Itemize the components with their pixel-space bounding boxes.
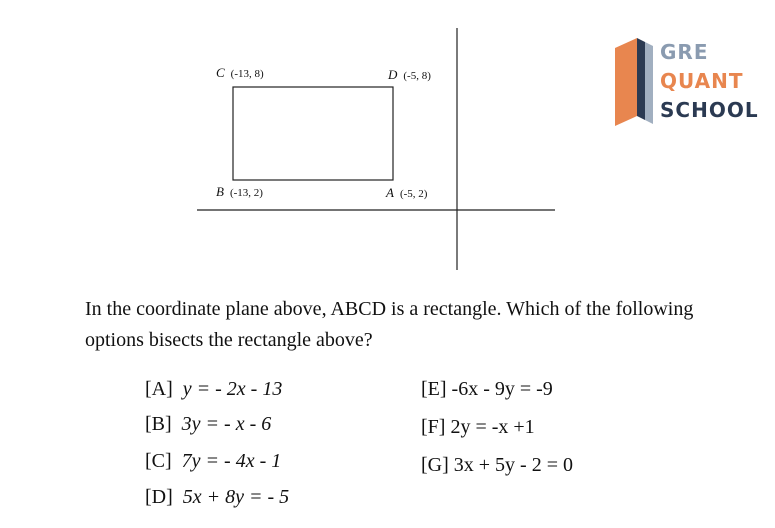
option-label: [F] [421, 416, 446, 438]
point-letter: C [216, 65, 225, 80]
option-equation: 7y = - 4x - 1 [181, 450, 282, 472]
point-coord: (-13, 8) [230, 68, 264, 80]
option-label: [G] [421, 454, 449, 476]
option-label: [B] [145, 413, 172, 435]
point-label-c [216, 65, 264, 81]
point-coord: (-5, 2) [399, 188, 428, 200]
rectangle-abcd [233, 87, 393, 180]
option-f[interactable] [421, 416, 535, 439]
logo-text-quant: QUANT [660, 69, 744, 93]
option-label: [D] [145, 486, 173, 508]
option-label: [E] [421, 378, 447, 400]
option-label: [C] [145, 450, 172, 472]
point-coord: (-13, 2) [229, 187, 263, 199]
option-equation: y = - 2x - 13 [182, 378, 283, 400]
option-g[interactable] [421, 454, 573, 477]
option-c[interactable] [145, 450, 281, 473]
logo-orange-bar [615, 38, 637, 126]
point-letter: D [388, 67, 398, 82]
point-letter: B [216, 184, 224, 199]
point-letter: A [386, 185, 394, 200]
point-label-a [386, 185, 427, 201]
question-text: In the coordinate plane above, ABCD is a rectangle. Which of the following options bisects the rectangle above? [85, 298, 694, 351]
point-coord: (-5, 8) [403, 70, 431, 82]
option-d[interactable] [145, 486, 289, 509]
logo-text-gre: GRE [660, 40, 709, 64]
option-label: [A] [145, 378, 173, 400]
option-equation: 2y = -x +1 [450, 416, 535, 438]
logo-gray-bar [645, 42, 653, 124]
option-a[interactable] [145, 378, 282, 401]
option-equation: -6x - 9y = -9 [451, 378, 553, 400]
point-label-b [216, 184, 263, 200]
logo-text-school: SCHOOL [660, 98, 759, 122]
option-e[interactable] [421, 378, 553, 401]
option-equation: 3x + 5y - 2 = 0 [453, 454, 573, 476]
logo-navy-bar [637, 38, 645, 120]
option-equation: 3y = - x - 6 [181, 413, 272, 435]
point-label-d [388, 67, 431, 83]
option-equation: 5x + 8y = - 5 [182, 486, 290, 508]
option-b[interactable] [145, 413, 271, 436]
